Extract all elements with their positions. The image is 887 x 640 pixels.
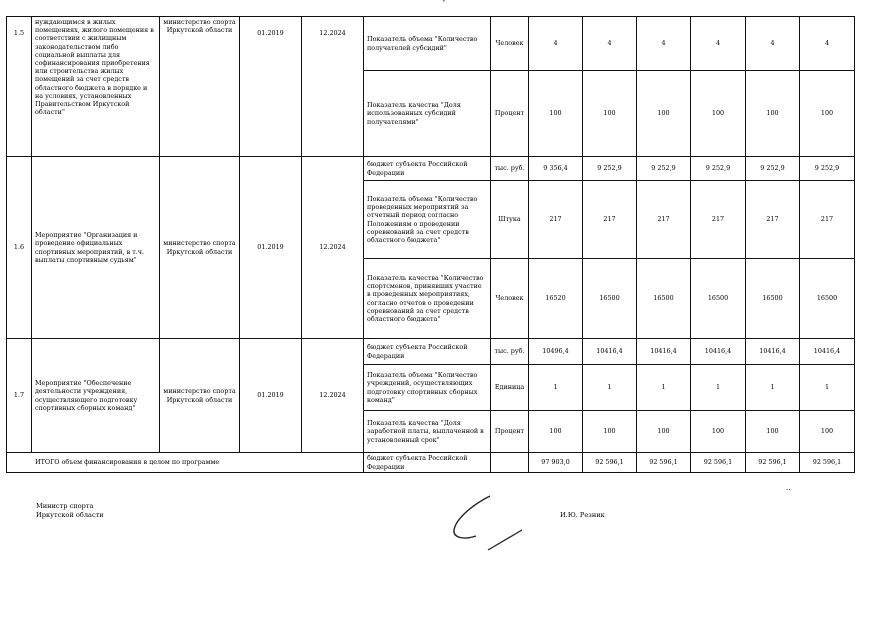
value-cell: 10416,4	[691, 339, 746, 365]
executor: министерство спорта Иркутской области	[160, 339, 240, 453]
value-cell: 1	[637, 365, 691, 411]
value-cell: 16500	[691, 259, 746, 339]
scan-mark: ˇ	[442, 0, 446, 8]
total-value: 92 596,1	[746, 453, 800, 473]
position-line-2: Иркутской области	[36, 511, 104, 519]
total-value: 97 903,0	[529, 453, 583, 473]
row-number: 1.7	[7, 339, 32, 453]
scan-mark: ··	[786, 486, 791, 494]
value-cell: 217	[800, 181, 855, 259]
value-cell: 1	[583, 365, 637, 411]
unit: Человек	[491, 17, 529, 71]
indicator-label: Показатель объема "Количество проведенных мероприятий за отчетный период согласно Положениям о проведении соревнований за счет средств областного бюджета"	[364, 181, 491, 259]
value-cell: 4	[529, 17, 583, 71]
indicator-label: бюджет субъекта Российской Федерации	[364, 157, 491, 181]
value-cell: 100	[529, 71, 583, 157]
unit: тыс. руб.	[491, 339, 529, 365]
total-value: 92 596,1	[800, 453, 855, 473]
indicator-label: бюджет субъекта Российской Федерации	[364, 339, 491, 365]
end-date: 12.2024	[302, 17, 364, 157]
signature-position	[36, 502, 104, 520]
value-cell: 4	[583, 17, 637, 71]
value-cell: 100	[637, 411, 691, 453]
start-date: 01.2019	[240, 157, 302, 339]
end-date: 12.2024	[302, 339, 364, 453]
table-row	[7, 339, 855, 365]
start-date: 01.2019	[240, 339, 302, 453]
value-cell: 100	[746, 71, 800, 157]
value-cell: 16520	[529, 259, 583, 339]
value-cell: 100	[691, 411, 746, 453]
position-line-1: Министр спорта	[36, 502, 94, 510]
value-cell: 100	[529, 411, 583, 453]
value-cell: 4	[691, 17, 746, 71]
value-cell: 9 252,9	[746, 157, 800, 181]
value-cell: 9 252,9	[583, 157, 637, 181]
value-cell: 100	[691, 71, 746, 157]
value-cell: 1	[529, 365, 583, 411]
value-cell: 217	[746, 181, 800, 259]
executor: министерство спорта Иркутской области	[160, 17, 240, 157]
unit: тыс. руб.	[491, 157, 529, 181]
row-number: 1.6	[7, 157, 32, 339]
indicator-label: Показатель качества "Доля заработной платы, выплаченной в установленный срок"	[364, 411, 491, 453]
value-cell: 16500	[746, 259, 800, 339]
measure-name: Мероприятие "Организация и проведение официальных спортивных мероприятий, в т.ч. выплаты спортивным судьям"	[32, 157, 160, 339]
value-cell: 217	[583, 181, 637, 259]
value-cell: 16500	[583, 259, 637, 339]
value-cell: 4	[746, 17, 800, 71]
value-cell: 9 252,9	[691, 157, 746, 181]
indicator-label: Показатель объема "Количество получателей субсидий"	[364, 17, 491, 71]
unit: Единица	[491, 365, 529, 411]
total-value: 92 596,1	[583, 453, 637, 473]
unit: Процент	[491, 411, 529, 453]
value-cell: 217	[529, 181, 583, 259]
value-cell: 10496,4	[529, 339, 583, 365]
value-cell: 4	[800, 17, 855, 71]
indicator-label: Показатель объема "Количество учреждений, осуществляющих подготовку спортивных сборных команд"	[364, 365, 491, 411]
total-value: 92 596,1	[691, 453, 746, 473]
program-table	[6, 16, 855, 473]
value-cell: 100	[800, 71, 855, 157]
value-cell: 217	[691, 181, 746, 259]
value-cell: 1	[691, 365, 746, 411]
measure-name: Мероприятие "Обеспечение деятельности учреждения, осуществляющего подготовку спортивных сборных команд"	[32, 339, 160, 453]
value-cell: 100	[583, 71, 637, 157]
value-cell: 100	[800, 411, 855, 453]
unit: Штука	[491, 181, 529, 259]
value-cell: 100	[637, 71, 691, 157]
start-date: 01.2019	[240, 17, 302, 157]
value-cell: 1	[800, 365, 855, 411]
value-cell: 10416,4	[637, 339, 691, 365]
total-value: 92 596,1	[637, 453, 691, 473]
value-cell: 9 356,4	[529, 157, 583, 181]
value-cell: 16500	[800, 259, 855, 339]
value-cell: 10416,4	[746, 339, 800, 365]
value-cell: 9 252,9	[800, 157, 855, 181]
total-label: ИТОГО объем финансирования в целом по программе	[7, 453, 364, 473]
unit: Человек	[491, 259, 529, 339]
value-cell: 4	[637, 17, 691, 71]
value-cell: 217	[637, 181, 691, 259]
table-row	[7, 17, 855, 71]
value-cell: 1	[746, 365, 800, 411]
value-cell: 100	[746, 411, 800, 453]
end-date: 12.2024	[302, 157, 364, 339]
executor: министерство спорта Иркутской области	[160, 157, 240, 339]
handwritten-signature	[450, 490, 560, 570]
row-number: 1.5	[7, 17, 32, 157]
total-source: бюджет субъекта Российской Федерации	[364, 453, 491, 473]
table-row	[7, 157, 855, 181]
value-cell: 9 252,9	[637, 157, 691, 181]
indicator-label: Показатель качества "Количество спортсменов, принявших участие в проведенных мероприятиях, согласно отчетов о проведении соревнований за счет средств областного бюджета"	[364, 259, 491, 339]
measure-name: нуждающимся в жилых помещениях, жилого помещения в соответствии с жилищным законодательством либо социальной выплаты для софинансирования приобретения или строительства жилых помещений за счет средств областного бюджета в порядке и на условиях, установленных Правительством Иркутской области"	[32, 17, 160, 157]
signatory-name: И.Ю. Резник	[560, 511, 605, 519]
value-cell: 100	[583, 411, 637, 453]
total-row	[7, 453, 855, 473]
value-cell: 16500	[637, 259, 691, 339]
indicator-label: Показатель качества "Доля использованных субсидий получателями"	[364, 71, 491, 157]
unit: Процент	[491, 71, 529, 157]
value-cell: 10416,4	[800, 339, 855, 365]
total-unit-empty	[491, 453, 529, 473]
value-cell: 10416,4	[583, 339, 637, 365]
